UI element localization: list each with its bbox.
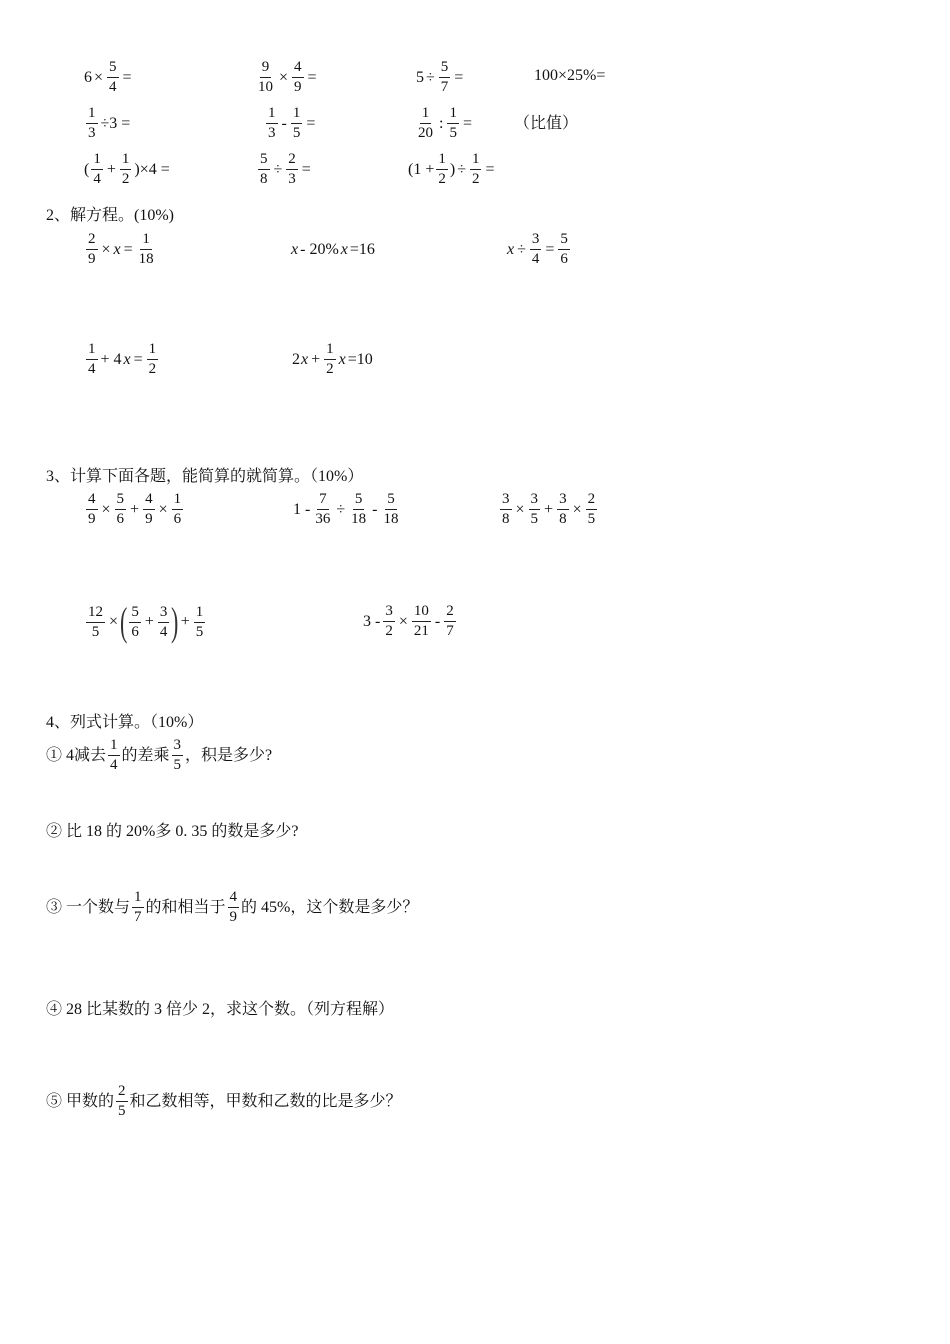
times-sign: × <box>279 68 289 86</box>
numerator: 10 <box>412 604 431 622</box>
numerator: 9 <box>260 60 272 78</box>
variable-x: x <box>507 240 515 258</box>
divide-sign: ÷ <box>517 240 526 258</box>
numerator: 2 <box>444 604 456 622</box>
numerator: 5 <box>115 492 127 510</box>
left-paren: (1 + <box>408 160 435 178</box>
denominator: 4 <box>159 623 168 640</box>
numerator: 3 <box>529 492 541 510</box>
denominator: 5 <box>292 125 301 141</box>
equals-sign: = <box>545 240 555 258</box>
times-sign: × <box>515 500 525 518</box>
minus-sign: - <box>281 114 287 132</box>
times-sign: × <box>572 500 582 518</box>
ratio-note <box>514 116 578 132</box>
denominator: 5 <box>173 757 182 773</box>
divide-sign: ÷ <box>273 160 283 178</box>
plus-sign: + <box>130 500 140 518</box>
equals-sign: = <box>485 160 495 178</box>
equation-2c <box>506 232 572 267</box>
numerator: 2 <box>586 492 598 510</box>
expression-part: 3 - <box>363 612 381 630</box>
divide-sign: ÷ <box>336 500 346 518</box>
question-text: 和乙数相等，甲数和乙数的比是多少？ <box>129 1092 402 1110</box>
fraction <box>439 60 451 95</box>
denominator: 9 <box>88 511 96 527</box>
question-text: ① 4减去 <box>46 746 107 764</box>
fraction <box>381 492 400 527</box>
problem-1b <box>254 60 319 95</box>
denominator: 8 <box>502 511 510 527</box>
fraction <box>557 492 569 527</box>
fraction <box>349 492 368 527</box>
fraction <box>194 605 206 640</box>
section-2-heading: 2、解方程。(10%) <box>46 207 174 224</box>
numerator: 1 <box>132 890 144 908</box>
left-paren: ( <box>120 599 128 644</box>
fraction <box>416 106 435 141</box>
fraction <box>86 342 98 377</box>
times-sign: × <box>94 68 104 86</box>
fraction <box>137 232 156 267</box>
question-text: 的 45%，这个数是多少？ <box>241 898 419 916</box>
plus-sign: + <box>106 160 116 178</box>
fraction <box>266 106 278 141</box>
fraction <box>108 738 120 773</box>
fraction <box>558 232 570 267</box>
fraction <box>500 492 512 527</box>
fraction <box>147 342 159 377</box>
denominator: 8 <box>260 171 268 187</box>
numerator: 7 <box>317 492 329 510</box>
numerator: 5 <box>385 492 397 510</box>
section-3-heading: 3、计算下面各题，能简算的就简算。（10%） <box>46 468 364 485</box>
fraction <box>86 232 98 267</box>
question-text: ④ 28 比某数的 3 倍少 2，求这个数。（列方程解） <box>46 1001 395 1018</box>
denominator: 9 <box>88 251 96 267</box>
numerator: 3 <box>530 232 542 250</box>
denominator: 4 <box>110 757 118 773</box>
numerator: 2 <box>286 152 298 170</box>
numerator: 1 <box>470 152 482 170</box>
right-paren: ) <box>449 160 456 178</box>
numerator: 4 <box>143 492 155 510</box>
calc-3e <box>362 604 458 639</box>
equals-sign: = <box>133 350 143 368</box>
left-paren: ( <box>84 160 90 178</box>
numerator: 1 <box>172 492 184 510</box>
times-sign: × <box>109 613 119 630</box>
variable-x: x <box>123 350 131 368</box>
expression-rest: =16 <box>349 241 375 258</box>
word-problem-5 <box>46 1084 402 1119</box>
equals-sign: = <box>306 114 316 132</box>
denominator: 6 <box>173 511 182 527</box>
equation-2a <box>84 232 158 267</box>
equals-sign: = <box>454 68 464 86</box>
numerator: 5 <box>258 152 270 170</box>
denominator: 5 <box>587 511 596 527</box>
fraction <box>172 492 184 527</box>
denominator: 20 <box>418 125 433 141</box>
numerator: 1 <box>147 342 159 360</box>
denominator: 3 <box>268 125 276 141</box>
denominator: 2 <box>438 171 446 187</box>
denominator: 4 <box>109 79 117 95</box>
fraction <box>116 1084 128 1119</box>
fraction <box>313 492 332 527</box>
denominator: 7 <box>446 623 454 639</box>
numerator: 1 <box>420 106 432 124</box>
numerator: 3 <box>557 492 569 510</box>
question-text: 的差乘 <box>121 746 170 764</box>
denominator: 3 <box>88 125 96 141</box>
equals-sign: = <box>122 68 132 86</box>
denominator: 2 <box>326 361 334 377</box>
plus-sign: + <box>180 613 190 630</box>
fraction <box>292 60 304 95</box>
fraction <box>436 152 448 187</box>
numerator: 5 <box>558 232 570 250</box>
denominator: 5 <box>449 125 457 141</box>
expression: 100×25%= <box>534 67 606 84</box>
numerator: 2 <box>116 1084 128 1102</box>
equation-2b <box>290 242 376 258</box>
numerator: 1 <box>194 605 206 623</box>
denominator: 5 <box>91 623 100 640</box>
fraction <box>228 890 240 925</box>
fraction <box>143 492 155 527</box>
question-text: 的和相当于 <box>145 898 226 916</box>
expression-rest: =10 <box>347 350 373 368</box>
numerator: 1 <box>86 342 98 360</box>
number: 5 <box>416 68 424 86</box>
equation-2d <box>84 342 160 377</box>
denominator: 6 <box>131 623 139 640</box>
denominator: 7 <box>134 909 142 925</box>
fraction <box>158 605 170 640</box>
numerator: 3 <box>172 738 184 756</box>
variable-x: x <box>340 241 348 258</box>
numerator: 5 <box>353 492 365 510</box>
variable-x: x <box>291 241 299 258</box>
numerator: 1 <box>291 106 303 124</box>
denominator: 5 <box>530 511 539 527</box>
numerator: 12 <box>86 605 105 623</box>
variable-x: x <box>113 240 121 258</box>
word-problem-3 <box>46 890 418 925</box>
divide-sign: ÷ <box>457 160 466 178</box>
equals-sign: = <box>123 240 133 258</box>
denominator: 2 <box>385 623 393 639</box>
fraction <box>383 604 395 639</box>
times-sign: × <box>158 500 168 518</box>
problem-1f <box>264 106 317 141</box>
denominator: 2 <box>148 361 157 377</box>
numerator: 3 <box>158 605 170 623</box>
plus-sign: + <box>144 613 154 630</box>
problem-1j <box>408 152 497 187</box>
numerator: 5 <box>129 605 141 623</box>
numerator: 5 <box>107 60 119 78</box>
denominator: 18 <box>138 251 154 267</box>
equals-sign: = <box>462 114 472 132</box>
number: 6 <box>84 68 92 86</box>
numerator: 3 <box>500 492 512 510</box>
fraction <box>470 152 482 187</box>
fraction <box>447 106 459 141</box>
fraction <box>256 60 275 95</box>
problem-1a <box>84 60 134 95</box>
numerator: 4 <box>228 890 240 908</box>
divide-sign: ÷ <box>426 68 435 86</box>
denominator: 2 <box>471 171 480 187</box>
denominator: 5 <box>195 623 204 640</box>
times-sign: × <box>398 612 408 630</box>
question-text: ③ 一个数与 <box>46 898 131 916</box>
fraction <box>91 152 103 187</box>
fraction <box>530 232 542 267</box>
section-4-heading: 4、列式计算。（10%） <box>46 714 204 731</box>
fraction <box>129 605 141 640</box>
denominator: 9 <box>229 909 238 925</box>
fraction <box>586 492 598 527</box>
fraction <box>291 106 303 141</box>
denominator: 5 <box>118 1103 126 1119</box>
calc-3a <box>84 492 185 527</box>
numerator: 1 <box>266 106 278 124</box>
number: 2 <box>292 350 300 368</box>
problem-1c <box>416 60 465 95</box>
denominator: 21 <box>413 623 429 639</box>
expression-part: + 4 <box>100 350 122 368</box>
numerator: 1 <box>86 106 98 124</box>
fraction <box>172 738 184 773</box>
denominator: 9 <box>294 79 302 95</box>
numerator: 5 <box>439 60 451 78</box>
problem-1g <box>414 106 474 141</box>
question-text: ⑤ 甲数的 <box>46 1092 115 1110</box>
denominator: 2 <box>121 171 130 187</box>
expression-rest: )×4 = <box>134 160 170 178</box>
word-problem-4 <box>46 1002 394 1018</box>
times-sign: × <box>101 500 111 518</box>
minus-sign: - <box>372 500 378 518</box>
denominator: 6 <box>116 511 125 527</box>
fraction <box>412 604 431 639</box>
plus-sign: + <box>311 350 321 368</box>
denominator: 3 <box>288 171 296 187</box>
fraction <box>286 152 298 187</box>
fraction <box>86 492 98 527</box>
denominator: 8 <box>559 511 567 527</box>
word-problem-2 <box>46 824 298 840</box>
denominator: 6 <box>560 251 568 267</box>
ratio-colon: : <box>439 114 444 132</box>
denominator: 4 <box>531 251 540 267</box>
times-sign: × <box>101 240 111 258</box>
denominator: 36 <box>315 511 331 527</box>
equals-sign: = <box>301 160 311 178</box>
numerator: 1 <box>436 152 448 170</box>
fraction <box>86 106 98 141</box>
numerator: 1 <box>108 738 120 756</box>
fraction <box>115 492 127 527</box>
numerator: 1 <box>140 232 152 250</box>
numerator: 3 <box>383 604 395 622</box>
fraction <box>120 152 132 187</box>
denominator: 4 <box>88 361 96 377</box>
problem-1h <box>84 152 171 187</box>
numerator: 1 <box>447 106 459 124</box>
fraction <box>132 890 144 925</box>
numerator: 1 <box>120 152 132 170</box>
denominator: 10 <box>258 79 273 95</box>
fraction <box>529 492 541 527</box>
denominator: 18 <box>383 511 399 527</box>
minus-sign: - <box>434 612 441 630</box>
ratio-value-label: （比值） <box>514 115 579 132</box>
variable-x: x <box>338 350 346 368</box>
denominator: 9 <box>145 511 153 527</box>
plus-sign: + <box>544 500 554 518</box>
problem-1i <box>256 152 313 187</box>
fraction <box>324 342 336 377</box>
problem-1d <box>534 68 605 84</box>
fraction <box>258 152 270 187</box>
numerator: 4 <box>292 60 304 78</box>
question-text: ② 比 18 的 20%多 0. 35 的数是多少? <box>46 823 299 840</box>
question-text: ，积是多少? <box>185 746 273 764</box>
expression-part: - 20% <box>300 241 339 258</box>
numerator: 1 <box>324 342 336 360</box>
numerator: 2 <box>86 232 98 250</box>
fraction <box>444 604 456 639</box>
equals-sign: = <box>307 68 317 86</box>
numerator: 4 <box>86 492 98 510</box>
calc-3c <box>498 492 599 527</box>
word-problem-1 <box>46 738 272 773</box>
fraction <box>107 60 119 95</box>
numerator: 1 <box>91 152 103 170</box>
problem-1e <box>84 106 131 141</box>
equation-2e <box>292 342 374 377</box>
calc-3d <box>84 599 207 644</box>
variable-x: x <box>301 350 309 368</box>
denominator: 18 <box>351 511 367 527</box>
fraction <box>86 605 105 640</box>
expression-rest: ÷3 = <box>100 114 131 132</box>
calc-3b <box>292 492 402 527</box>
expression-part: 1 - <box>293 500 311 518</box>
right-paren: ) <box>171 599 179 644</box>
denominator: 7 <box>440 79 449 95</box>
denominator: 4 <box>93 171 101 187</box>
